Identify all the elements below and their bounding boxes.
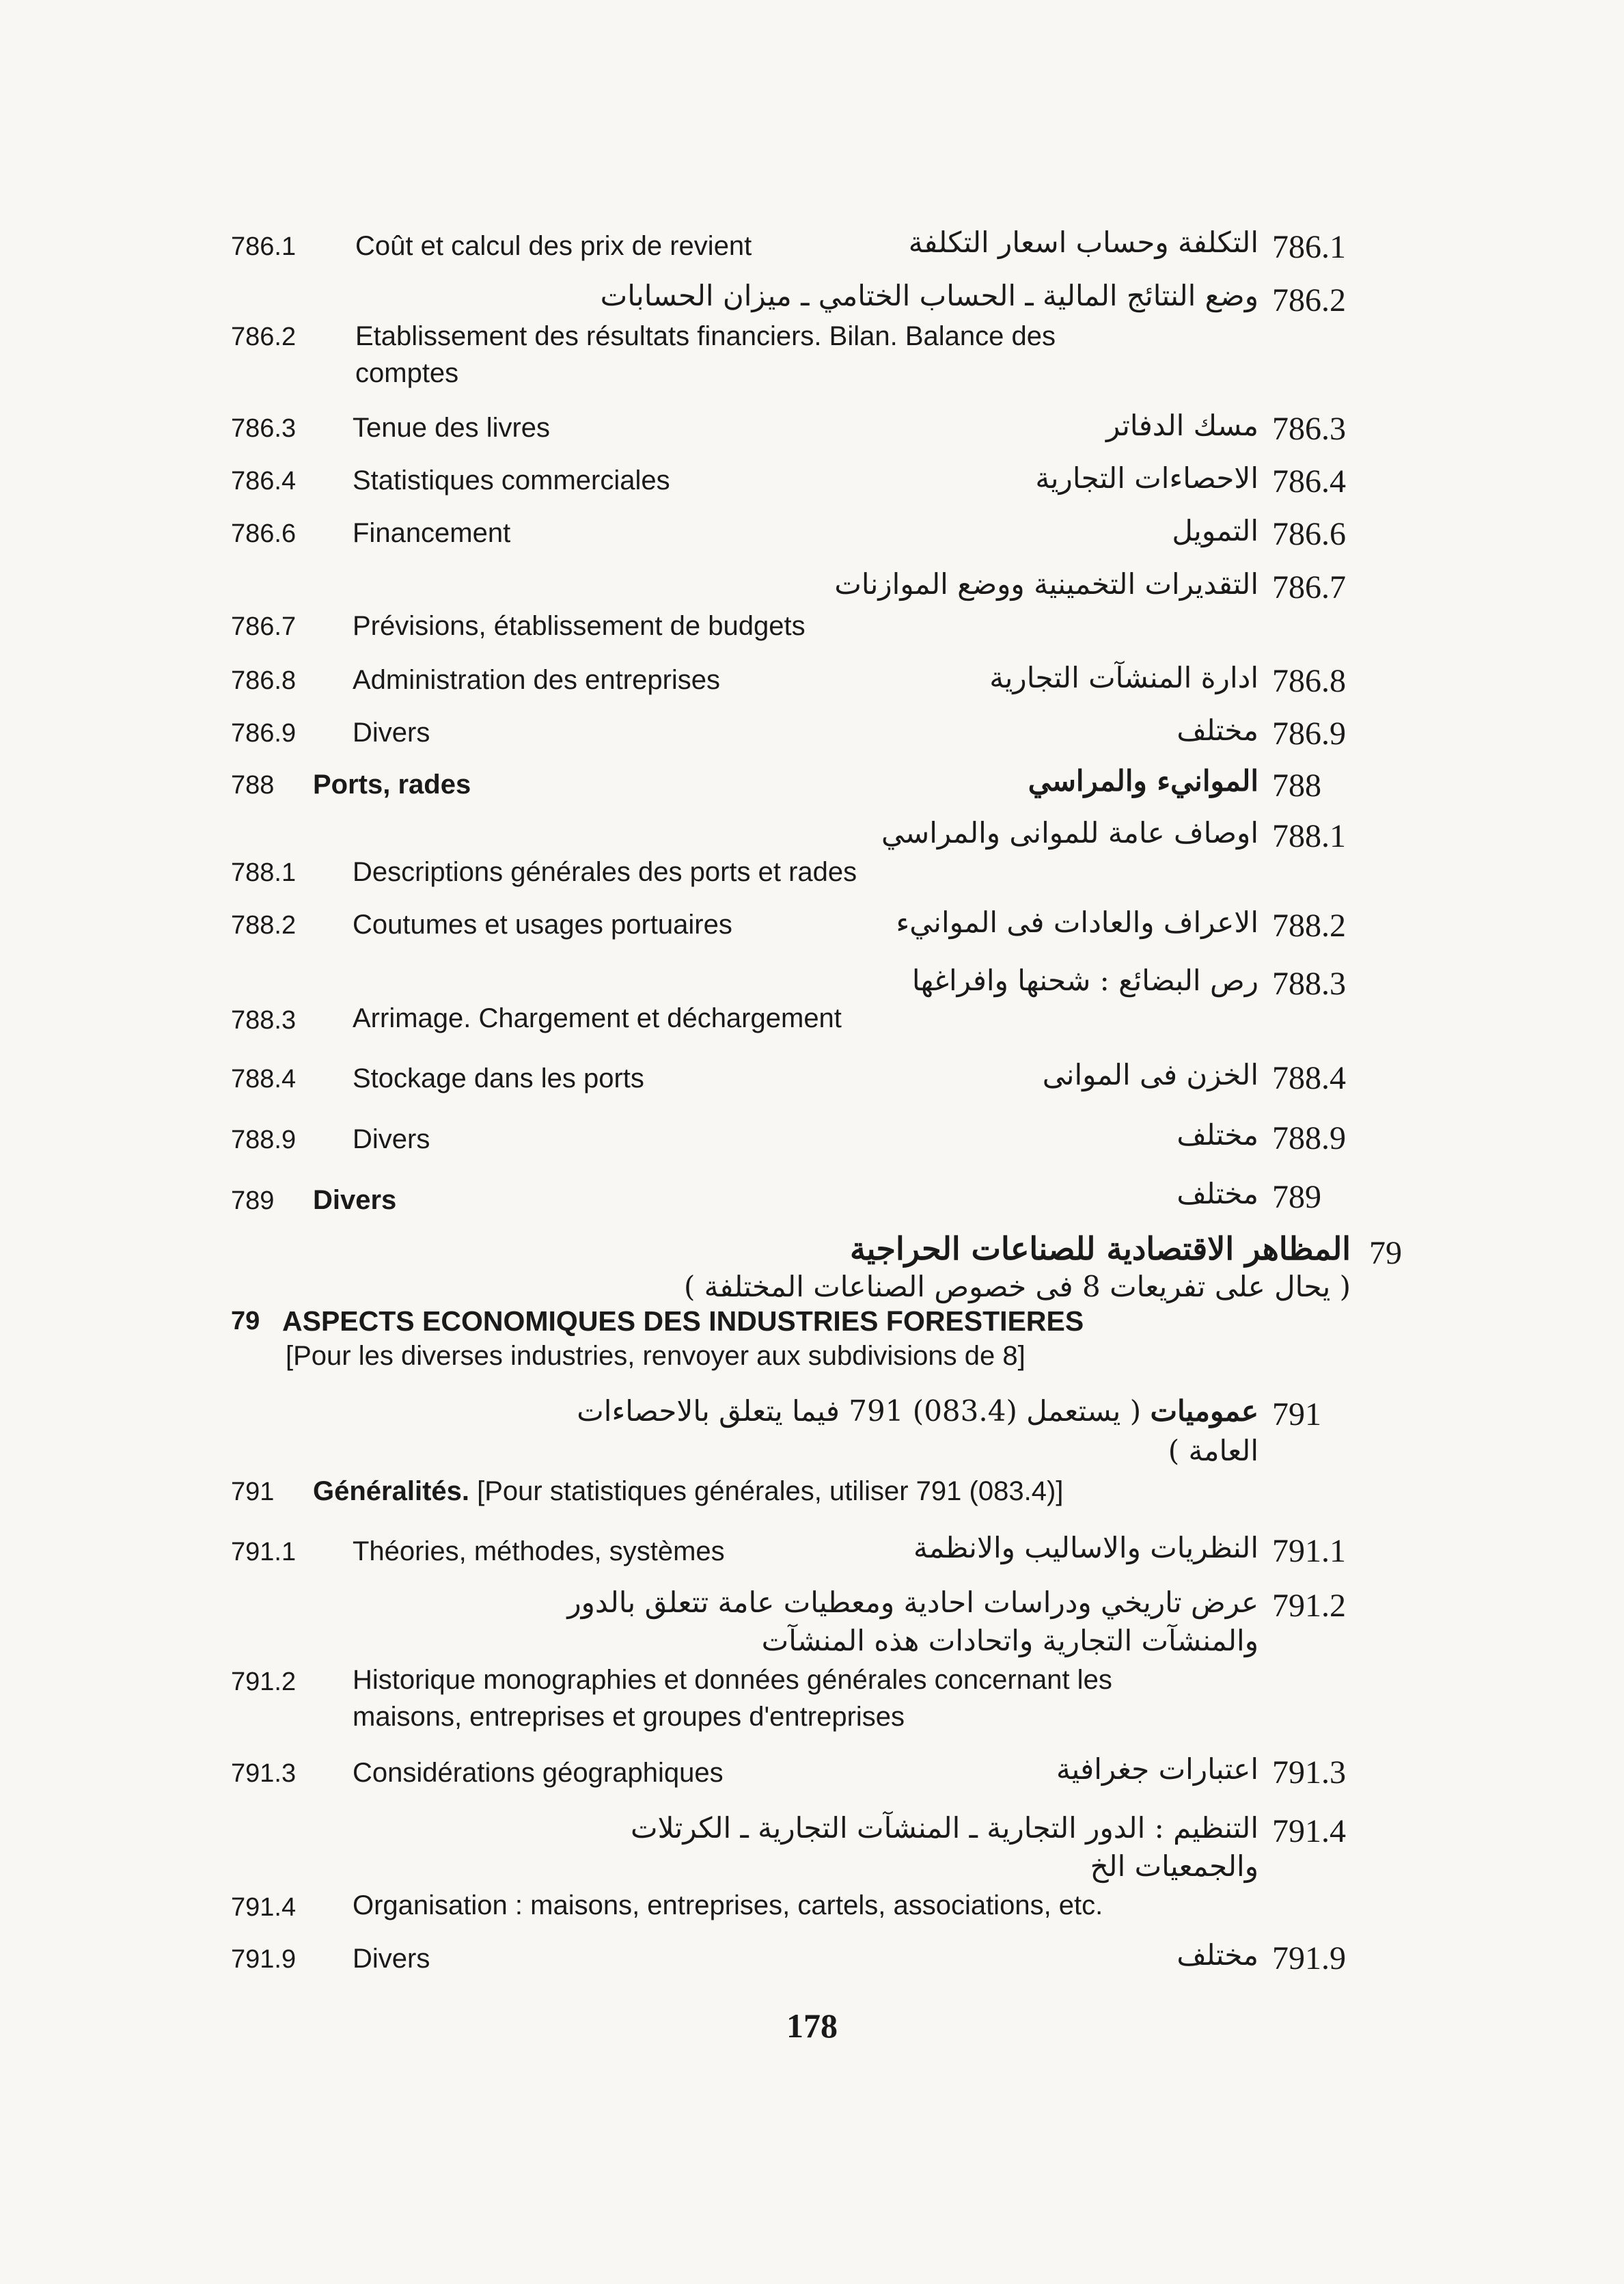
entry-code: 786.6 <box>231 519 297 548</box>
entry-arabic-code: 786.1 <box>1272 229 1346 265</box>
entry-french-text <box>313 1476 1063 1507</box>
entry-code: 79 <box>231 1307 260 1335</box>
entry-code: 786.4 <box>231 467 297 495</box>
entry-french-text-cont: comptes <box>355 358 459 388</box>
entry-arabic-code: 791.9 <box>1272 1940 1346 1976</box>
entry-arabic-text: التمويل <box>1172 514 1258 547</box>
entry-french-text: Coût et calcul des prix de revient <box>355 231 752 261</box>
entry-french-text: Tenue des livres <box>353 413 551 443</box>
entry-arabic-text <box>577 1394 1258 1428</box>
entry-arabic-code: 786.7 <box>1272 569 1346 606</box>
entry-arabic-code: 786.9 <box>1272 716 1346 752</box>
entry-code: 788.9 <box>231 1126 297 1154</box>
entry-code: 788.2 <box>231 911 297 940</box>
entry-arabic-code: 791.2 <box>1272 1588 1346 1624</box>
entry-code: 788 <box>231 771 275 800</box>
entry-arabic-code: 791.1 <box>1272 1533 1346 1569</box>
entry-code: 791.2 <box>231 1668 297 1696</box>
entry-arabic-code: 788.2 <box>1272 908 1346 944</box>
entry-arabic-code: 786.2 <box>1272 282 1346 318</box>
entry-arabic-text: التقديرات التخمينية ووضع الموازنات <box>834 567 1258 601</box>
entry-arabic-code: 788.4 <box>1272 1060 1346 1096</box>
entry-arabic-text: مختلف <box>1176 1177 1258 1210</box>
entry-arabic-text: النظريات والاساليب والانظمة <box>913 1531 1258 1564</box>
page-number: 178 <box>786 2007 838 2045</box>
entry-code: 791.1 <box>231 1538 297 1566</box>
entry-french-text: Financement <box>353 518 511 548</box>
entry-code: 791 <box>231 1478 275 1506</box>
entry-arabic-text: مختلف <box>1176 1118 1258 1152</box>
entry-arabic-code: 79 <box>1369 1235 1402 1271</box>
entry-arabic-text: الاعراف والعادات فى الموانيء <box>896 906 1258 939</box>
entry-french-text: Prévisions, établissement de budgets <box>353 611 806 641</box>
entry-arabic-text: الخزن فى الموانى <box>1042 1058 1258 1091</box>
entry-code: 789 <box>231 1186 275 1215</box>
section-arabic-note: ( يحال على تفريعات 8 فى خصوص الصناعات المختلفة ) <box>683 1270 1351 1303</box>
entry-arabic-code: 791 <box>1272 1396 1321 1432</box>
entry-arabic-text: التنظيم : الدور التجارية ـ المنشآت التجارية ـ الكرتلات <box>631 1811 1258 1845</box>
entry-arabic-rest: ( يستعمل (083.4) 791 فيما يتعلق بالاحصاءات <box>577 1394 1142 1428</box>
entry-code: 786.8 <box>231 666 297 695</box>
entry-french-text: Organisation : maisons, entreprises, cartels, associations, etc. <box>353 1890 1103 1920</box>
entry-arabic-text-cont: والجمعيات الخ <box>1090 1849 1258 1883</box>
section-french-title: ASPECTS ECONOMIQUES DES INDUSTRIES FORESTIERES <box>282 1305 1084 1337</box>
entry-french-text: Divers <box>353 1944 430 1974</box>
entry-arabic-text: اوصاف عامة للموانى والمراسي <box>881 816 1258 849</box>
entry-code: 788.1 <box>231 858 297 887</box>
entry-arabic-code: 791.4 <box>1272 1813 1346 1849</box>
section-arabic-title: الموانيء والمراسي <box>1028 764 1258 798</box>
entry-arabic-text: وضع النتائج المالية ـ الحساب الختامي ـ ميزان الحسابات <box>600 279 1258 312</box>
entry-arabic-text-cont: والمنشآت التجارية واتحادات هذه المنشآت <box>761 1624 1258 1657</box>
entry-french-text: Considérations géographiques <box>353 1758 724 1788</box>
entry-code: 786.3 <box>231 414 297 443</box>
entry-arabic-text: ادارة المنشآت التجارية <box>989 661 1258 694</box>
entry-french-text: Théories, méthodes, systèmes <box>353 1536 725 1566</box>
section-french-title: Ports, rades <box>313 770 471 800</box>
entry-arabic-code: 788.3 <box>1272 966 1346 1002</box>
entry-french-text: Arrimage. Chargement et déchargement <box>353 1003 842 1033</box>
entry-arabic-code: 786.8 <box>1272 663 1346 699</box>
entry-arabic-code: 789 <box>1272 1179 1321 1215</box>
entry-code: 791.4 <box>231 1893 297 1922</box>
entry-french-text: Coutumes et usages portuaires <box>353 910 732 940</box>
entry-french-text: Stockage dans les ports <box>353 1063 644 1093</box>
entry-arabic-text: عرض تاريخي ودراسات احادية ومعطيات عامة تتعلق بالدور <box>567 1586 1258 1619</box>
entry-code: 791.3 <box>231 1759 297 1788</box>
entry-code: 786.1 <box>231 232 297 261</box>
entry-french-text: Historique monographies et données générales concernant les <box>353 1665 1112 1695</box>
entry-arabic-text: التكلفة وحساب اسعار التكلفة <box>908 226 1258 259</box>
entry-arabic-text: مختلف <box>1176 713 1258 747</box>
entry-arabic-text: مختلف <box>1176 1938 1258 1972</box>
entry-arabic-text: رص البضائع : شحنها وافراغها <box>911 964 1258 997</box>
entry-french-text: Divers <box>313 1185 397 1215</box>
entry-arabic-bold: عموميات <box>1150 1394 1258 1428</box>
entry-code: 788.4 <box>231 1065 297 1093</box>
entry-french-text: Statistiques commerciales <box>353 465 670 495</box>
section-arabic-title: المظاهر الاقتصادية للصناعات الحراجية <box>850 1230 1351 1267</box>
entry-french-text: Divers <box>353 1124 430 1154</box>
entry-arabic-code: 786.3 <box>1272 411 1346 447</box>
entry-arabic-code: 788 <box>1272 767 1321 804</box>
entry-arabic-code: 791.3 <box>1272 1754 1346 1791</box>
entry-code: 788.3 <box>231 1006 297 1035</box>
entry-arabic-code: 788.1 <box>1272 818 1346 854</box>
section-french-note: [Pour les diverses industries, renvoyer aux subdivisions de 8] <box>286 1341 1026 1371</box>
entry-french-rest: [Pour statistiques générales, utiliser 791 (083.4)] <box>477 1476 1064 1506</box>
entry-arabic-text: مسك الدفاتر <box>1106 409 1258 442</box>
entry-arabic-code: 786.4 <box>1272 463 1346 500</box>
entry-french-text: Administration des entreprises <box>353 665 721 695</box>
entry-code: 786.2 <box>231 323 297 351</box>
entry-arabic-code: 788.9 <box>1272 1120 1346 1156</box>
entry-code: 791.9 <box>231 1945 297 1974</box>
entry-code: 786.9 <box>231 719 297 748</box>
entry-french-bold: Généralités. <box>313 1476 470 1506</box>
entry-code: 786.7 <box>231 612 297 641</box>
entry-arabic-text-cont: العامة ) <box>1168 1434 1258 1467</box>
entry-french-text: Divers <box>353 718 430 748</box>
entry-arabic-text: اعتبارات جغرافية <box>1056 1752 1258 1786</box>
entry-french-text: Etablissement des résultats financiers. Bilan. Balance des <box>355 321 1056 351</box>
entry-french-text-cont: maisons, entreprises et groupes d'entreprises <box>353 1702 905 1732</box>
entry-arabic-text: الاحصاءات التجارية <box>1035 461 1258 495</box>
entry-french-text: Descriptions générales des ports et rades <box>353 857 857 887</box>
entry-arabic-code: 786.6 <box>1272 516 1346 552</box>
